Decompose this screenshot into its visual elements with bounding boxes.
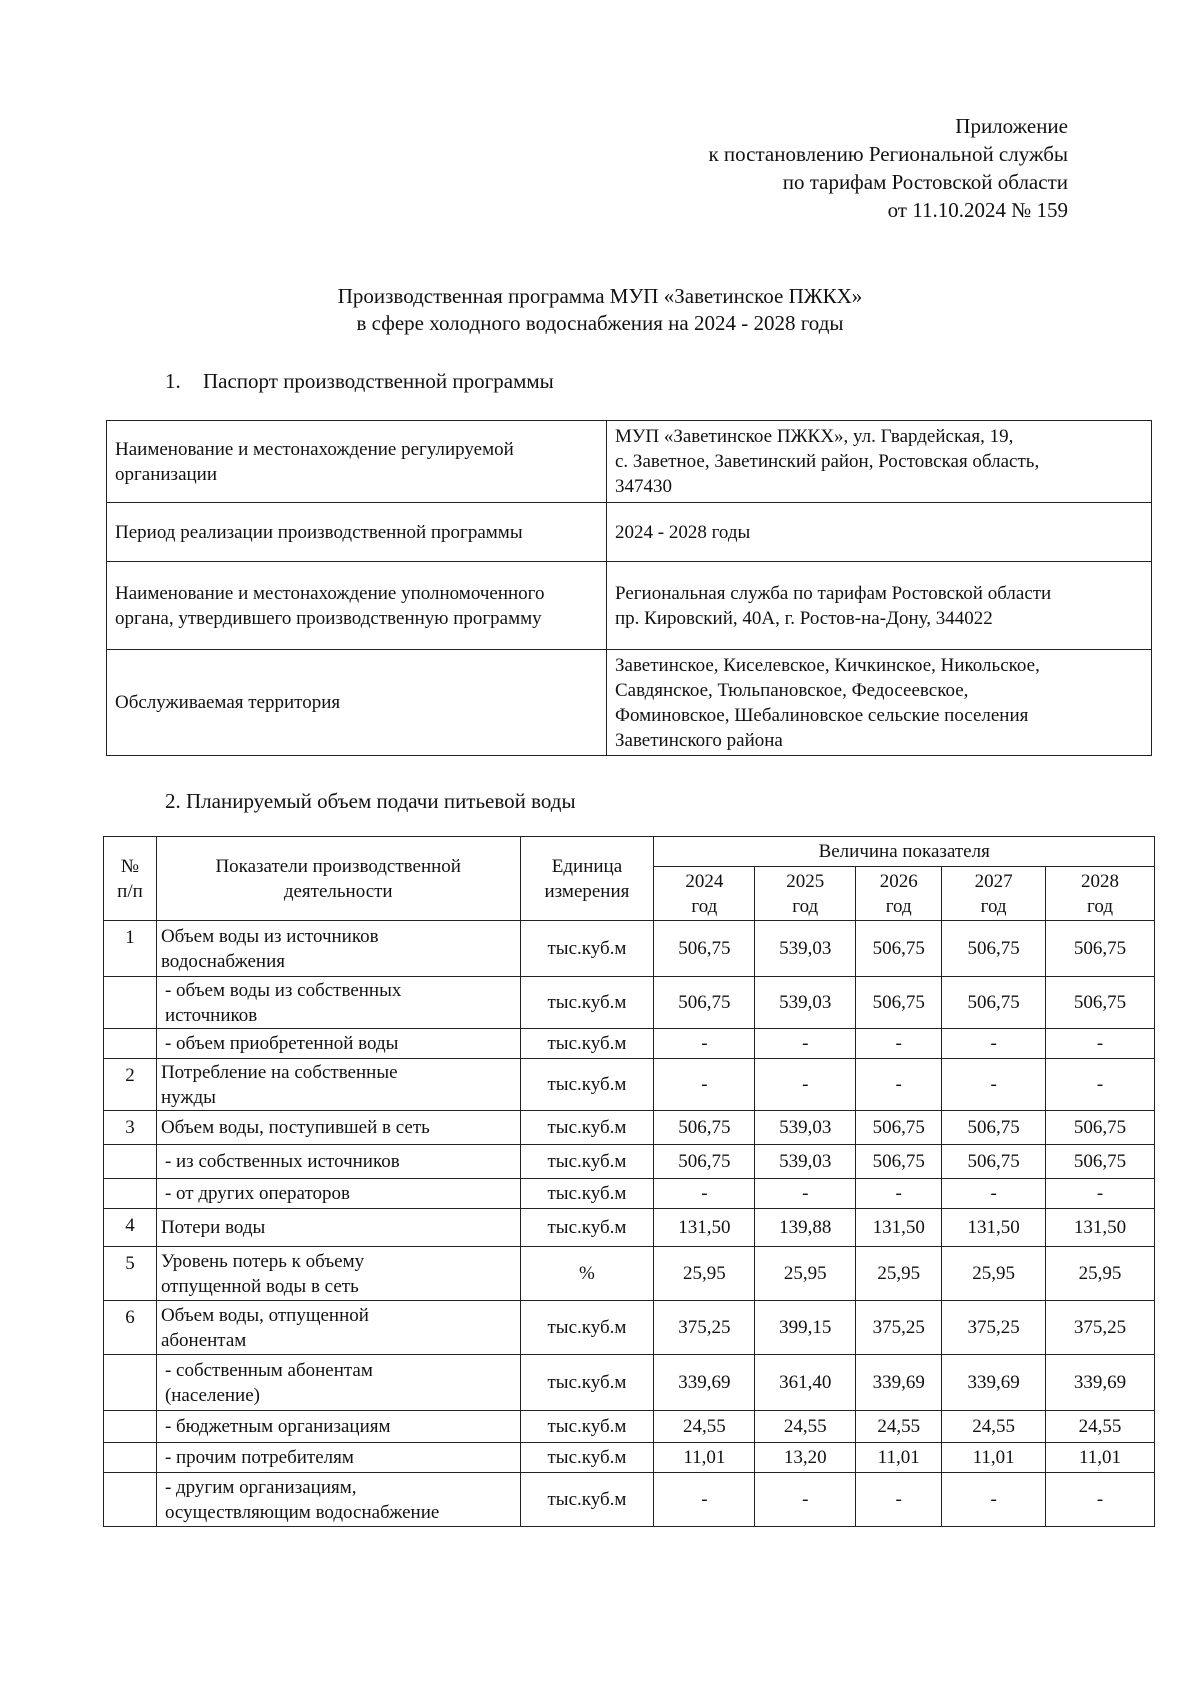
indicator-line: Потери воды <box>160 1217 266 1238</box>
row-unit: тыс.куб.м <box>520 977 654 1029</box>
row-indicator <box>156 1209 520 1247</box>
table-row <box>104 1111 1155 1145</box>
row-number <box>104 1029 157 1059</box>
row-number: 3 <box>104 1111 157 1145</box>
indicator-line: - другим организациям, <box>164 1476 357 1498</box>
row-value: 506,75 <box>1046 977 1155 1029</box>
row-value: - <box>856 1473 942 1527</box>
appendix-line: Приложение <box>955 114 1068 138</box>
row-indicator <box>156 1111 520 1145</box>
row-value: 506,75 <box>856 977 942 1029</box>
header-year <box>755 867 856 921</box>
row-unit: тыс.куб.м <box>520 1059 654 1111</box>
row-number <box>104 1473 157 1527</box>
row-number <box>104 1355 157 1411</box>
indicator-line: - собственным абонентам <box>164 1359 373 1381</box>
table-body <box>104 921 1155 1527</box>
indicator-line: (население) <box>164 1384 260 1406</box>
row-value: 24,55 <box>856 1411 942 1443</box>
passport-value <box>607 503 1152 562</box>
passport-label: Период реализации производственной программы <box>107 503 607 562</box>
value-line: Фоминовское, Шебалиновское сельские поселения <box>615 704 1029 726</box>
passport-row <box>107 503 1152 562</box>
row-number: 6 <box>104 1301 157 1355</box>
indicator-line: - бюджетным организациям <box>164 1416 391 1437</box>
appendix-line: от 11.10.2024 № 159 <box>887 198 1068 222</box>
indicator-line: Объем воды, отпущенной <box>160 1304 369 1326</box>
row-indicator <box>156 1059 520 1111</box>
value-line: 347430 <box>615 476 672 497</box>
row-unit: тыс.куб.м <box>520 1443 654 1473</box>
row-value: - <box>856 1059 942 1111</box>
passport-row <box>107 562 1152 650</box>
header-num <box>104 837 157 921</box>
year-text: год <box>691 895 718 917</box>
row-value: 11,01 <box>1046 1443 1155 1473</box>
indicator-line: - объем воды из собственных <box>164 979 402 1001</box>
row-value: 131,50 <box>1046 1209 1155 1247</box>
appendix-header <box>708 112 1068 224</box>
passport-row <box>107 650 1152 756</box>
row-value: 25,95 <box>856 1247 942 1301</box>
row-value: - <box>942 1179 1046 1209</box>
table-row <box>104 1355 1155 1411</box>
row-value: 24,55 <box>1046 1411 1155 1443</box>
table-row <box>104 1443 1155 1473</box>
header-text: Единица <box>551 855 623 877</box>
table-row <box>104 977 1155 1029</box>
value-line: Региональная служба по тарифам Ростовской области <box>615 582 1052 604</box>
row-indicator <box>156 1355 520 1411</box>
row-value: - <box>1046 1059 1155 1111</box>
table-row <box>104 1209 1155 1247</box>
value-line: 2024 - 2028 годы <box>615 521 751 543</box>
indicator-line: Объем воды, поступившей в сеть <box>160 1117 430 1138</box>
row-indicator <box>156 921 520 977</box>
row-unit: тыс.куб.м <box>520 921 654 977</box>
indicator-line: нужды <box>160 1086 216 1108</box>
water-volume-table <box>103 836 1155 1527</box>
row-number: 4 <box>104 1209 157 1247</box>
row-value: 25,95 <box>1046 1247 1155 1301</box>
header-text: № <box>120 855 140 877</box>
row-value: 11,01 <box>856 1443 942 1473</box>
header-text: измерения <box>544 880 630 902</box>
row-value: 131,50 <box>942 1209 1046 1247</box>
row-value: 11,01 <box>654 1443 755 1473</box>
indicator-line: осуществляющим водоснабжение <box>164 1501 440 1523</box>
title-line: Производственная программа МУП «Заветинское ПЖКХ» <box>337 284 863 308</box>
row-value: 506,75 <box>942 921 1046 977</box>
table-row <box>104 1411 1155 1443</box>
header-text: Показатели производственной <box>215 855 461 877</box>
row-value: 25,95 <box>654 1247 755 1301</box>
row-value: 11,01 <box>942 1443 1046 1473</box>
header-unit <box>520 837 654 921</box>
row-indicator <box>156 1029 520 1059</box>
row-value: - <box>856 1029 942 1059</box>
row-value: 506,75 <box>654 1111 755 1145</box>
row-unit: тыс.куб.м <box>520 1473 654 1527</box>
row-number <box>104 1145 157 1179</box>
row-indicator <box>156 1411 520 1443</box>
indicator-line: - от других операторов <box>164 1183 351 1204</box>
table-row <box>104 1059 1155 1111</box>
row-value: 375,25 <box>1046 1301 1155 1355</box>
section-number: 1. <box>165 369 181 393</box>
row-value: - <box>654 1059 755 1111</box>
row-indicator <box>156 1247 520 1301</box>
row-value: - <box>942 1029 1046 1059</box>
row-value: 339,69 <box>1046 1355 1155 1411</box>
row-number: 1 <box>104 921 157 977</box>
indicator-line: Уровень потерь к объему <box>160 1250 365 1272</box>
title-line: в сфере холодного водоснабжения на 2024 - 2028 годы <box>356 311 844 335</box>
row-value: - <box>755 1059 856 1111</box>
row-number <box>104 1443 157 1473</box>
table-row <box>104 1247 1155 1301</box>
header-indicator <box>156 837 520 921</box>
row-value: - <box>1046 1179 1155 1209</box>
row-value: 506,75 <box>942 1111 1046 1145</box>
value-line: МУП «Заветинское ПЖКХ», ул. Гвардейская, 19, <box>615 426 1014 447</box>
indicator-line: источников <box>164 1004 258 1026</box>
table-row <box>104 1145 1155 1179</box>
value-line: Заветинского района <box>615 729 783 751</box>
indicator-line: Объем воды из источников <box>160 925 379 947</box>
row-value: 539,03 <box>755 977 856 1029</box>
row-number: 5 <box>104 1247 157 1301</box>
row-unit: тыс.куб.м <box>520 1111 654 1145</box>
header-year <box>654 867 755 921</box>
row-value: 339,69 <box>654 1355 755 1411</box>
value-line: Савдянское, Тюльпановское, Федосеевское, <box>615 679 969 701</box>
row-value: - <box>755 1029 856 1059</box>
row-value: 539,03 <box>755 921 856 977</box>
row-unit: % <box>520 1247 654 1301</box>
row-value: 361,40 <box>755 1355 856 1411</box>
row-value: 339,69 <box>942 1355 1046 1411</box>
header-year <box>1046 867 1155 921</box>
document-title <box>0 283 1200 337</box>
year-text: год <box>792 895 819 917</box>
indicator-line: Потребление на собственные <box>160 1061 398 1083</box>
table-row <box>104 1179 1155 1209</box>
indicator-line: абонентам <box>160 1329 247 1351</box>
row-number <box>104 977 157 1029</box>
row-value: - <box>942 1059 1046 1111</box>
row-value: 375,25 <box>654 1301 755 1355</box>
row-indicator <box>156 1301 520 1355</box>
year-text: 2025 <box>786 870 825 892</box>
row-value: 24,55 <box>654 1411 755 1443</box>
row-unit: тыс.куб.м <box>520 1411 654 1443</box>
passport-row <box>107 421 1152 503</box>
row-number: 2 <box>104 1059 157 1111</box>
indicator-line: - прочим потребителям <box>164 1447 354 1468</box>
row-indicator <box>156 1473 520 1527</box>
section-1-heading <box>165 369 554 394</box>
year-text: год <box>980 895 1007 917</box>
passport-value <box>607 650 1152 756</box>
row-value: - <box>755 1473 856 1527</box>
row-value: 506,75 <box>1046 1145 1155 1179</box>
row-value: 506,75 <box>856 921 942 977</box>
value-line: Заветинское, Киселевское, Кичкинское, Никольское, <box>615 654 1040 676</box>
row-indicator <box>156 1145 520 1179</box>
row-value: 375,25 <box>942 1301 1046 1355</box>
row-indicator <box>156 1443 520 1473</box>
row-value: 131,50 <box>654 1209 755 1247</box>
row-value: 139,88 <box>755 1209 856 1247</box>
row-value: - <box>755 1179 856 1209</box>
indicator-line: - из собственных источников <box>164 1151 400 1172</box>
passport-value <box>607 562 1152 650</box>
row-number <box>104 1179 157 1209</box>
row-unit: тыс.куб.м <box>520 1209 654 1247</box>
year-text: 2024 <box>685 870 724 892</box>
row-value: - <box>856 1179 942 1209</box>
row-value: 131,50 <box>856 1209 942 1247</box>
year-text: 2027 <box>974 870 1013 892</box>
row-value: - <box>942 1473 1046 1527</box>
row-unit: тыс.куб.м <box>520 1179 654 1209</box>
row-indicator <box>156 1179 520 1209</box>
passport-value <box>607 421 1152 503</box>
header-value-group: Величина показателя <box>654 837 1155 867</box>
row-value: 399,15 <box>755 1301 856 1355</box>
row-value: - <box>1046 1473 1155 1527</box>
header-text: п/п <box>117 880 143 902</box>
row-value: 24,55 <box>942 1411 1046 1443</box>
indicator-line: отпущенной воды в сеть <box>160 1275 359 1297</box>
row-value: 506,75 <box>1046 1111 1155 1145</box>
header-year <box>942 867 1046 921</box>
row-value: 24,55 <box>755 1411 856 1443</box>
row-value: 13,20 <box>755 1443 856 1473</box>
header-row <box>104 837 1155 867</box>
indicator-line: водоснабжения <box>160 950 285 972</box>
passport-label: Обслуживаемая территория <box>107 650 607 756</box>
row-number <box>104 1411 157 1443</box>
passport-table <box>106 420 1152 756</box>
row-value: 506,75 <box>654 1145 755 1179</box>
row-value: 539,03 <box>755 1111 856 1145</box>
year-text: 2028 <box>1081 870 1120 892</box>
row-value: 506,75 <box>942 977 1046 1029</box>
indicator-line: - объем приобретенной воды <box>164 1033 399 1054</box>
table-row <box>104 1301 1155 1355</box>
header-year <box>856 867 942 921</box>
appendix-line: по тарифам Ростовской области <box>782 170 1068 194</box>
passport-label: Наименование и местонахождение регулируемой организации <box>107 421 607 503</box>
appendix-line: к постановлению Региональной службы <box>708 142 1068 166</box>
year-text: 2026 <box>879 870 918 892</box>
row-value: 506,75 <box>654 921 755 977</box>
row-value: 506,75 <box>654 977 755 1029</box>
value-line: с. Заветное, Заветинский район, Ростовская область, <box>615 451 1040 472</box>
row-value: 506,75 <box>856 1111 942 1145</box>
table-row <box>104 1473 1155 1527</box>
section-2-heading: 2. Планируемый объем подачи питьевой воды <box>165 789 576 813</box>
header-text: деятельности <box>283 880 393 902</box>
passport-label: Наименование и местонахождение уполномоченного органа, утвердившего производственную программу <box>107 562 607 650</box>
row-unit: тыс.куб.м <box>520 1355 654 1411</box>
table-row <box>104 921 1155 977</box>
row-value: 506,75 <box>942 1145 1046 1179</box>
row-value: 506,75 <box>1046 921 1155 977</box>
row-unit: тыс.куб.м <box>520 1301 654 1355</box>
row-unit: тыс.куб.м <box>520 1145 654 1179</box>
row-value: - <box>654 1179 755 1209</box>
table-row <box>104 1029 1155 1059</box>
value-line: пр. Кировский, 40А, г. Ростов-на-Дону, 344022 <box>615 607 993 629</box>
row-value: 375,25 <box>856 1301 942 1355</box>
row-value: 506,75 <box>856 1145 942 1179</box>
row-value: - <box>654 1473 755 1527</box>
year-text: год <box>885 895 912 917</box>
row-value: 25,95 <box>942 1247 1046 1301</box>
section-title: Паспорт производственной программы <box>203 369 554 393</box>
row-value: 339,69 <box>856 1355 942 1411</box>
year-text: год <box>1087 895 1113 917</box>
row-value: - <box>654 1029 755 1059</box>
row-value: - <box>1046 1029 1155 1059</box>
row-indicator <box>156 977 520 1029</box>
row-value: 25,95 <box>755 1247 856 1301</box>
row-unit: тыс.куб.м <box>520 1029 654 1059</box>
row-value: 539,03 <box>755 1145 856 1179</box>
